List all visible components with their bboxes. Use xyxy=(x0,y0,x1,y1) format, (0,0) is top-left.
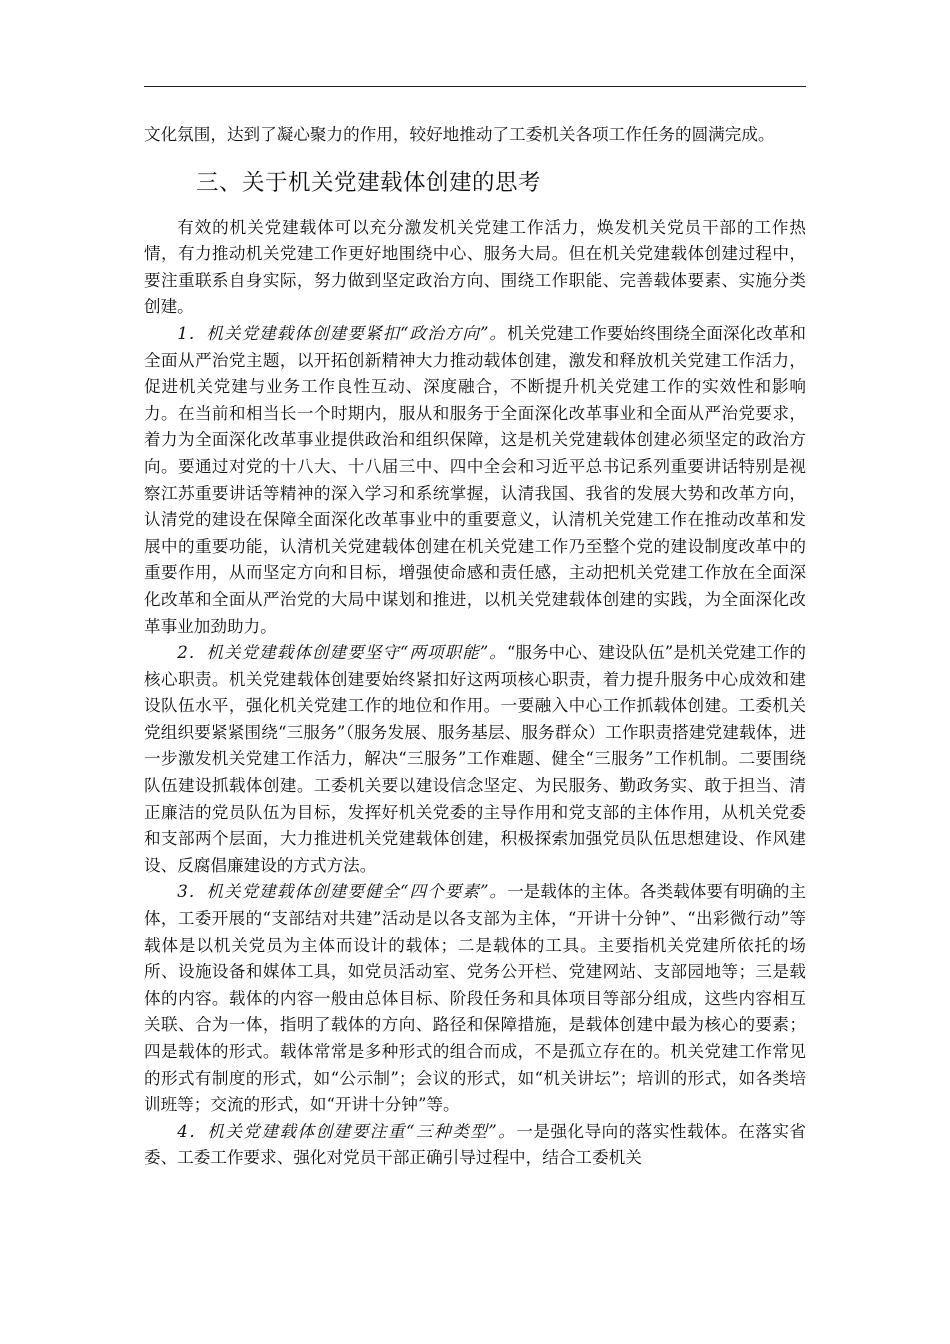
item-body-1: 机关党建工作要始终围绕全面深化改革和全面从严治党主题，以开拓创新精神大力推动载体创建，激发和释放机关党建工作活力，促进机关党建与业务工作良性互动、深度融合，不断提升机关党建工作的实效性和影响力。在当前和相当长一个时期内，服从和服务于全面深化改革事业和全面从严治党要求，着力为全面深化改革事业提供政治和组织保障，这是机关党建载体创建必须坚定的政治方向。要通过对党的十八大、十八届三中、四中全会和习近平总书记系列重要讲话特别是视察江苏重要讲话等精神的深入学习和系统掌握，认清我国、我省的发展大势和改革方向，认清党的建设在保障全面深化改革事业中的重要意义，认清机关党建工作在推动改革和发展中的重要功能，认清机关党建载体创建在机关党建工作乃至整个党的建设制度改革中的重要作用，从而坚定方向和目标，增强使命感和责任感，主动把机关党建工作放在全面深化改革和全面从严治党的大局中谋划和推进，以机关党建载体创建的实践，为全面深化改革事业加劲助力。 xyxy=(144,323,806,636)
header-rule xyxy=(144,86,806,87)
item-title-2: 2．机关党建载体创建要坚守“两项职能”。 xyxy=(177,643,507,663)
item-body-3: 一是载体的主体。各类载体要有明确的主体，工委开展的“支部结对共建”活动是以各支部为主体，“开讲十分钟”、“出彩微行动”等载体是以机关党员为主体而设计的载体；二是载体的工具。主要指机关党建所依托的场所、设施设备和媒体工具，如党员活动室、党务公开栏、党建网站、支部园地等；三是载体的内容。载体的内容一般由总体目标、阶段任务和具体项目等部分组成，这些内容相互关联、合为一体，指明了载体的方向、路径和保障措施，是载体创建中最为核心的要素；四是载体的形式。载体常常是多种形式的组合而成，不是孤立存在的。机关党建工作常见的形式有制度的形式，如“公示制”；会议的形式，如“机关讲坛”；培训的形式，如各类培训班等；交流的形式，如“开讲十分钟”等。 xyxy=(144,882,806,1115)
intro-paragraph: 有效的机关党建载体可以充分激发机关党建工作活力，焕发机关党员干部的工作热情，有力推动机关党建工作更好地围绕中心、服务大局。但在机关党建载体创建过程中，要注重联系自身实际，努力做到坚定政治方向、围绕工作职能、完善载体要素、实施分类创建。 xyxy=(144,217,806,317)
item-paragraph-1 xyxy=(144,321,806,640)
continuation-paragraph: 文化氛围，达到了凝心聚力的作用，较好地推动了工委机关各项工作任务的圆满完成。 xyxy=(144,125,775,144)
item-paragraph-3 xyxy=(144,879,806,1118)
document-body xyxy=(144,122,806,1172)
item-body-2: “服务中心、建设队伍”是机关党建工作的核心职责。机关党建载体创建要始终紧扣好这两项核心职责，着力提升服务中心成效和建设队伍水平，强化机关党建工作的地位和作用。一要融入中心工作抓载体创建。工委机关党组织要紧紧围绕“三服务”（服务发展、服务基层、服务群众）工作职责搭建党建载体，进一步激发机关党建工作活力，解决“三服务”工作难题、健全“三服务”工作机制。二要围绕队伍建设抓载体创建。工委机关要以建设信念坚定、为民服务、勤政务实、敢于担当、清正廉洁的党员队伍为目标，发挥好机关党委的主导作用和党支部的主体作用，从机关党委和支部两个层面，大力推进机关党建载体创建，积极探索加强党员队伍思想建设、作风建设、反腐倡廉建设的方式方法。 xyxy=(144,643,806,875)
section-heading: 三、关于机关党建载体创建的思考 xyxy=(196,169,542,196)
item-title-3: 3．机关党建载体创建要健全“四个要素”。 xyxy=(177,882,508,902)
item-title-4: 4．机关党建载体创建要注重“三种类型”。 xyxy=(177,1121,517,1141)
item-title-1: 1．机关党建载体创建要紧扣“政治方向”。 xyxy=(177,323,508,343)
item-paragraph-4 xyxy=(144,1119,806,1172)
item-paragraph-2 xyxy=(144,640,806,879)
item-body-4: 一是强化导向的落实性载体。在落实省委、工委工作要求、强化对党员干部正确引导过程中，结合工委机关 xyxy=(144,1121,807,1168)
